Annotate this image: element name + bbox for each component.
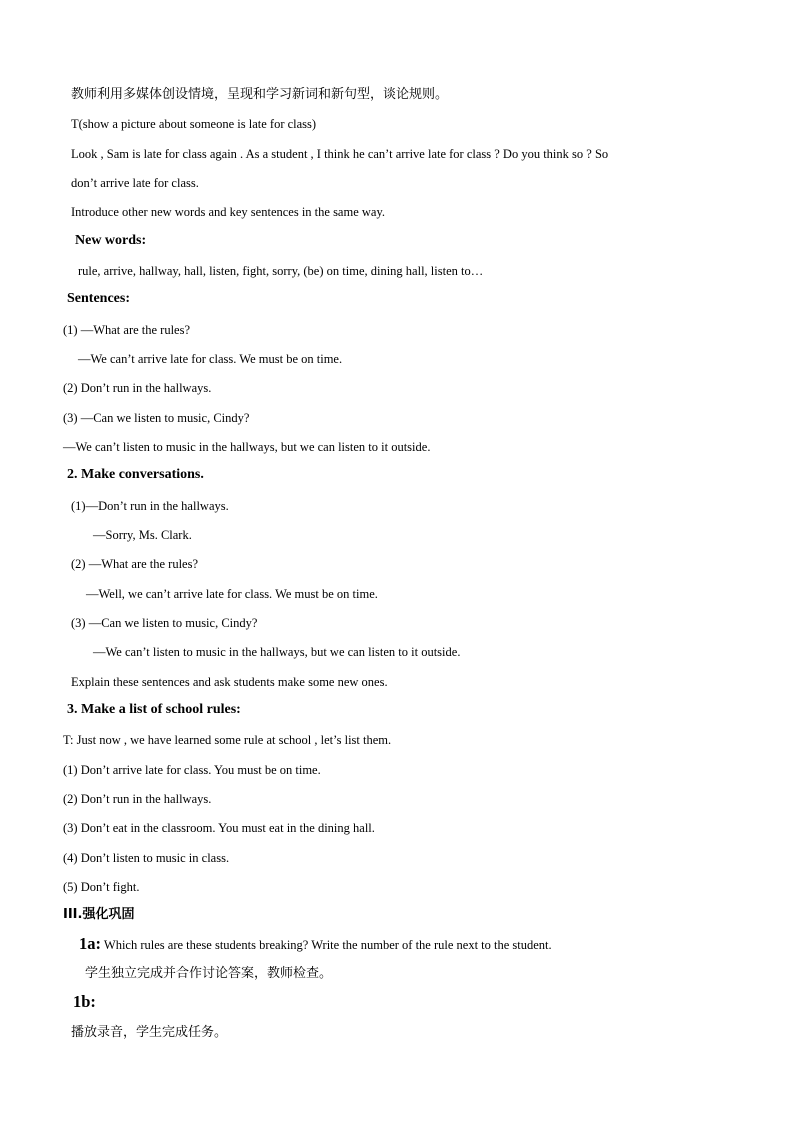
task-1a-cn: 学生独立完成并合作讨论答案，教师检查。 bbox=[85, 966, 333, 981]
school-rules-heading: 3. Make a list of school rules: bbox=[67, 702, 241, 717]
look-line-2: don’t arrive late for class. bbox=[71, 176, 199, 190]
school-rule-item: (1) Don’t arrive late for class. You must be on time. bbox=[63, 763, 321, 777]
sentence-line: —We can’t arrive late for class. We must be on time. bbox=[78, 352, 343, 366]
sentence-line: (2) Don’t run in the hallways. bbox=[63, 381, 212, 395]
look-line-1: Look , Sam is late for class again . As a student , I think he can’t arrive late for class ? Do you think so ? So bbox=[71, 147, 609, 161]
task-1a-text: Which rules are these students breaking? Write the number of the rule next to the student. bbox=[103, 938, 552, 952]
sentence-line: —We can’t listen to music in the hallways, but we can listen to it outside. bbox=[63, 440, 431, 454]
sentence-line: (1) —What are the rules? bbox=[63, 323, 191, 337]
conversation-line: —Sorry, Ms. Clark. bbox=[93, 528, 192, 542]
explain-line: Explain these sentences and ask students make some new ones. bbox=[71, 675, 388, 689]
school-rule-item: (4) Don’t listen to music in class. bbox=[63, 851, 230, 865]
task-1b-label: 1b: bbox=[73, 992, 96, 1011]
conversation-line: (2) —What are the rules? bbox=[71, 557, 199, 571]
conversations-heading: 2. Make conversations. bbox=[67, 467, 204, 482]
consolidation-heading: III.强化巩固 bbox=[63, 907, 135, 922]
new-words-heading: New words: bbox=[75, 233, 147, 248]
conversation-line: (1)—Don’t run in the hallways. bbox=[71, 499, 229, 513]
school-rule-item: (5) Don’t fight. bbox=[63, 880, 140, 894]
sentences-heading: Sentences: bbox=[67, 291, 130, 306]
introduce-line: Introduce other new words and key sentences in the same way. bbox=[71, 205, 386, 219]
conversation-line: —We can’t listen to music in the hallways, but we can listen to it outside. bbox=[93, 645, 461, 659]
school-rules-intro: T: Just now , we have learned some rule at school , let’s list them. bbox=[63, 733, 392, 747]
sentence-line: (3) —Can we listen to music, Cindy? bbox=[63, 411, 250, 425]
conversation-line: —Well, we can’t arrive late for class. We must be on time. bbox=[86, 587, 378, 601]
new-words-list: rule, arrive, hallway, hall, listen, fight, sorry, (be) on time, dining hall, listen to… bbox=[78, 264, 484, 278]
show-picture-line: T(show a picture about someone is late for class) bbox=[71, 117, 317, 131]
intro-cn-line: 教师利用多媒体创设情境，呈现和学习新词和新句型，谈论规则。 bbox=[71, 87, 449, 102]
task-1a-label: 1a: bbox=[79, 934, 101, 953]
task-1a-line bbox=[79, 936, 552, 953]
school-rule-item: (3) Don’t eat in the classroom. You must eat in the dining hall. bbox=[63, 821, 375, 835]
school-rule-item: (2) Don’t run in the hallways. bbox=[63, 792, 212, 806]
task-1b-cn: 播放录音，学生完成任务。 bbox=[71, 1025, 228, 1040]
conversation-line: (3) —Can we listen to music, Cindy? bbox=[71, 616, 258, 630]
